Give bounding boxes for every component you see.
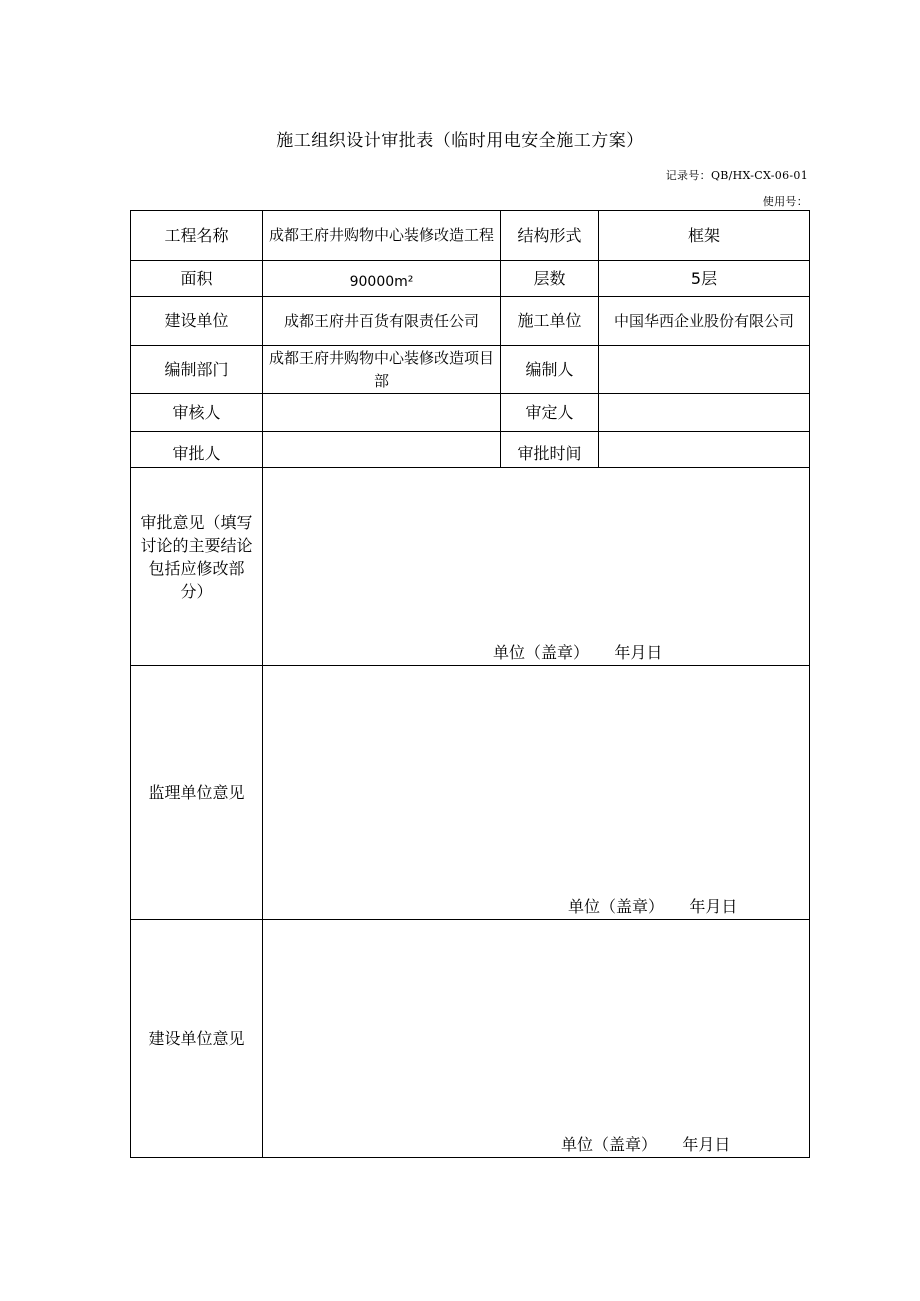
reviewer-label: 审核人 [131,394,263,432]
contractor-value: 中国华西企业股份有限公司 [599,297,810,346]
area-value: 90000m² [263,261,501,297]
approval-form-table [130,210,810,1158]
floors-label: 层数 [501,261,599,297]
approval-opinion-area [263,468,810,666]
approver-value [263,432,501,468]
owner-opinion-area [263,920,810,1158]
supervisor-opinion-label: 监理单位意见 [131,666,263,920]
supervisor-stamp-line: 单位（盖章） 年月日 [568,897,738,916]
record-number: 记录号：QB/HX-CX-06-01 [665,169,808,182]
form-title: 施工组织设计审批表（临时用电安全施工方案） [276,131,644,151]
floors-value: 5层 [599,261,810,297]
owner-value: 成都王府井百货有限责任公司 [263,297,501,346]
structure-value: 框架 [599,211,810,261]
approval-opinion-label: 审批意见（填写讨论的主要结论包括应修改部分） [131,468,263,666]
author-value [599,346,810,394]
approve-time-label: 审批时间 [501,432,599,468]
contractor-label: 施工单位 [501,297,599,346]
approval-stamp-line: 单位（盖章） 年月日 [493,643,663,662]
owner-stamp-line: 单位（盖章） 年月日 [561,1135,731,1154]
verifier-label: 审定人 [501,394,599,432]
reviewer-value [263,394,501,432]
owner-opinion-label: 建设单位意见 [131,920,263,1158]
supervisor-opinion-area [263,666,810,920]
dept-value: 成都王府井购物中心装修改造项目部 [263,346,501,394]
author-label: 编制人 [501,346,599,394]
use-number: 使用号： [762,195,808,208]
dept-label: 编制部门 [131,346,263,394]
approve-time-value [599,432,810,468]
verifier-value [599,394,810,432]
area-label: 面积 [131,261,263,297]
owner-label: 建设单位 [131,297,263,346]
approver-label: 审批人 [131,432,263,468]
project-name-value: 成都王府井购物中心装修改造工程 [263,211,501,261]
project-name-label: 工程名称 [131,211,263,261]
structure-label: 结构形式 [501,211,599,261]
